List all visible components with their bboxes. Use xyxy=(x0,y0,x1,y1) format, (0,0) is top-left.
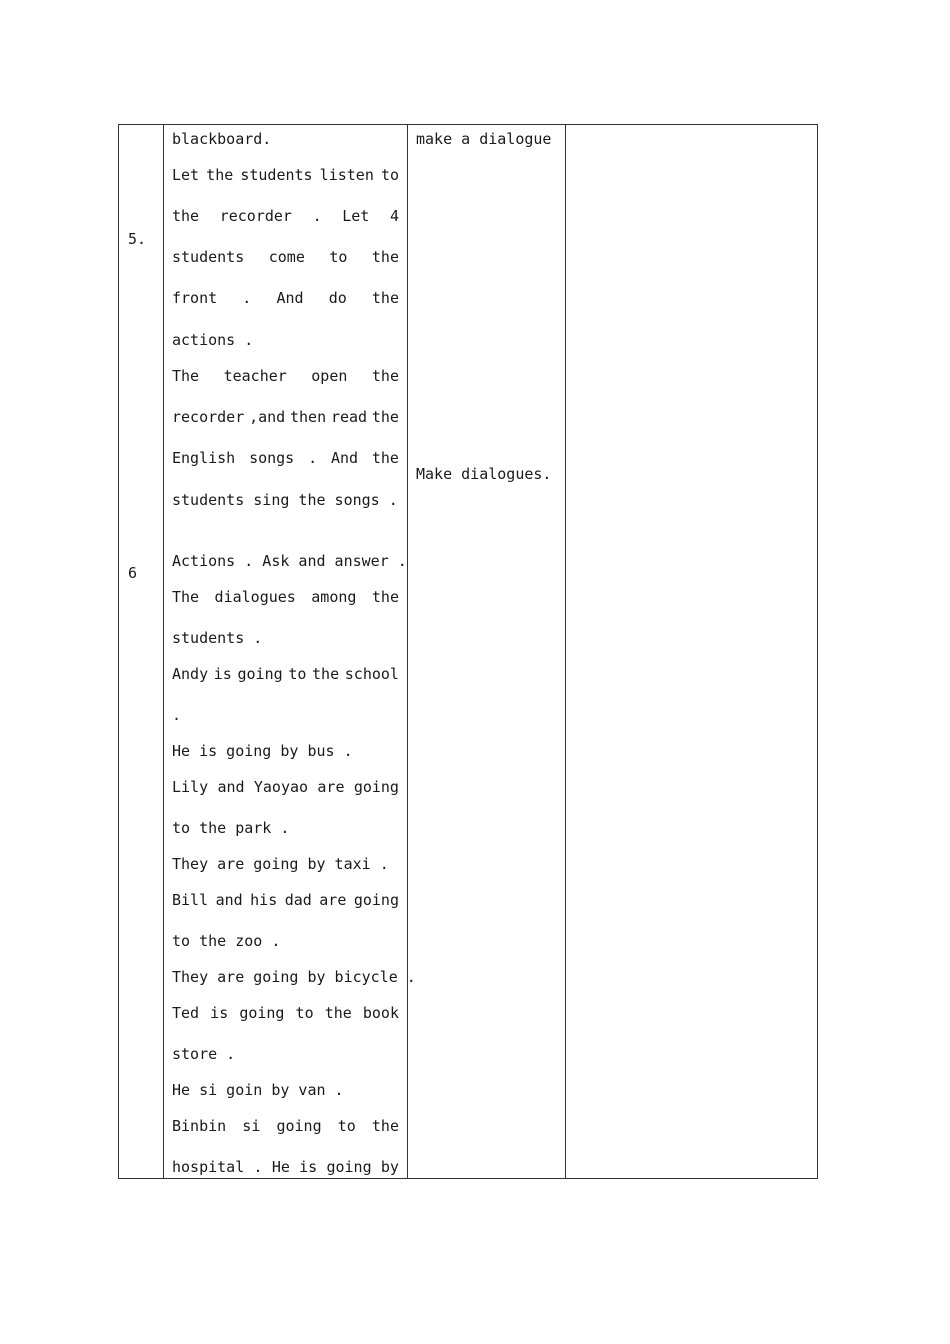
activity-make-a-dialogue: make a dialogue xyxy=(416,130,552,148)
row-number-6: 6 xyxy=(128,564,138,582)
step-line: students come to the xyxy=(172,248,399,266)
step-line: recorder ,and then read the xyxy=(172,408,399,426)
step-line: The dialogues among the xyxy=(172,588,399,606)
step-line: English songs . And the xyxy=(172,449,399,467)
lesson-table xyxy=(118,124,818,1179)
step-line: He si goin by van . xyxy=(172,1081,344,1099)
step-line: Binbin si going to the xyxy=(172,1117,399,1135)
step-line: students . xyxy=(172,629,263,647)
step-line: Actions . Ask and answer . xyxy=(172,552,407,570)
step-line: blackboard. xyxy=(172,130,272,148)
step-line: Let the students listen to xyxy=(172,166,399,184)
step-line: students sing the songs . xyxy=(172,491,398,509)
step-line: Lily and Yaoyao are going xyxy=(172,778,399,796)
column-divider xyxy=(407,125,408,1178)
column-divider xyxy=(163,125,164,1178)
step-line: Ted is going to the book xyxy=(172,1004,399,1022)
step-line: They are going by bicycle . xyxy=(172,968,416,986)
step-line: The teacher open the xyxy=(172,367,399,385)
column-divider xyxy=(565,125,566,1178)
step-line: . xyxy=(172,706,182,724)
step-line: to the zoo . xyxy=(172,932,281,950)
step-line: actions . xyxy=(172,331,254,349)
step-line: Andy is going to the school xyxy=(172,665,399,683)
step-line: Bill and his dad are going xyxy=(172,891,399,909)
activity-make-dialogues: Make dialogues. xyxy=(416,465,552,483)
step-line: They are going by taxi . xyxy=(172,855,389,873)
row-number-5: 5. xyxy=(128,230,147,248)
step-line: front . And do the xyxy=(172,289,399,307)
step-line: to the park . xyxy=(172,819,290,837)
step-line: hospital . He is going by xyxy=(172,1158,399,1176)
step-line: the recorder . Let 4 xyxy=(172,207,399,225)
step-line: He is going by bus . xyxy=(172,742,353,760)
step-line: store . xyxy=(172,1045,236,1063)
